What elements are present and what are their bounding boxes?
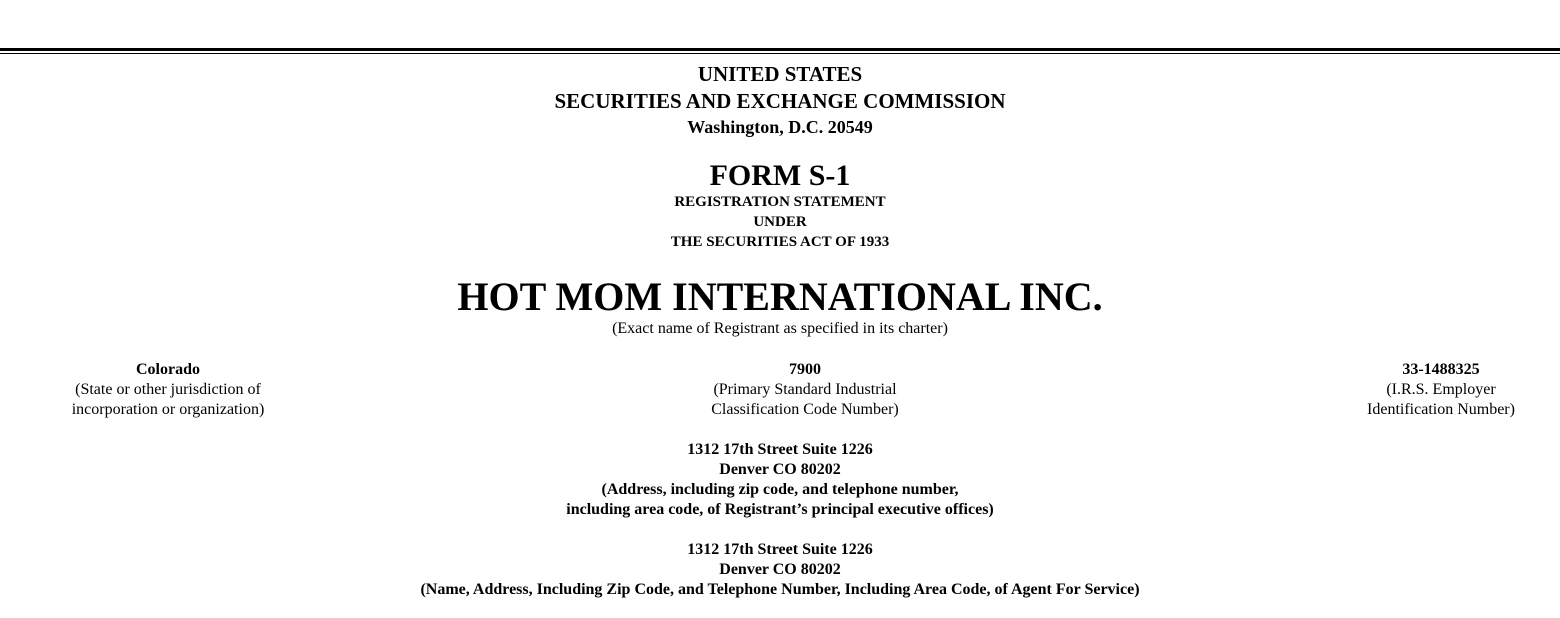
executive-office-caption-line2: including area code, of Registrant’s principal executive offices) bbox=[566, 501, 994, 518]
agent-street: 1312 17th Street Suite 1226 bbox=[687, 541, 873, 558]
top-double-rule-thin bbox=[0, 53, 1560, 54]
sic-caption-line1: (Primary Standard Industrial bbox=[713, 381, 897, 398]
agent-city: Denver CO 80202 bbox=[719, 561, 841, 578]
form-title: FORM S-1 bbox=[709, 159, 851, 192]
registrant-caption: (Exact name of Registrant as specified in its charter) bbox=[612, 320, 948, 337]
executive-office-city: Denver CO 80202 bbox=[719, 461, 841, 478]
ein-caption-line2: Identification Number) bbox=[1367, 401, 1515, 418]
form-line-act: THE SECURITIES ACT OF 1933 bbox=[670, 234, 890, 250]
form-line-registration: REGISTRATION STATEMENT bbox=[674, 194, 886, 210]
header-location: Washington, D.C. 20549 bbox=[687, 117, 873, 137]
identifier-state bbox=[48, 360, 288, 420]
executive-office-caption-line1: (Address, including zip code, and telephone number, bbox=[601, 481, 959, 498]
top-double-rule-thick bbox=[0, 48, 1560, 51]
executive-office-street: 1312 17th Street Suite 1226 bbox=[687, 441, 873, 458]
identifier-ein bbox=[1341, 360, 1541, 420]
agent-caption: (Name, Address, Including Zip Code, and Telephone Number, Including Area Code, of Agent For Service) bbox=[420, 581, 1140, 598]
identifier-sic bbox=[660, 360, 950, 420]
header-agency: SECURITIES AND EXCHANGE COMMISSION bbox=[554, 89, 1006, 113]
state-caption-line1: (State or other jurisdiction of bbox=[75, 381, 261, 398]
state-value: Colorado bbox=[136, 361, 200, 378]
state-caption-line2: incorporation or organization) bbox=[71, 401, 265, 418]
ein-value: 33-1488325 bbox=[1402, 361, 1480, 378]
ein-caption-line1: (I.R.S. Employer bbox=[1386, 381, 1496, 398]
form-line-under: UNDER bbox=[753, 214, 807, 230]
registrant-name: HOT MOM INTERNATIONAL INC. bbox=[457, 274, 1103, 319]
sic-value: 7900 bbox=[789, 361, 821, 378]
agent-block bbox=[0, 540, 1560, 600]
header-country: UNITED STATES bbox=[697, 62, 863, 86]
executive-office-block bbox=[0, 440, 1560, 520]
sic-caption-line2: Classification Code Number) bbox=[711, 401, 899, 418]
